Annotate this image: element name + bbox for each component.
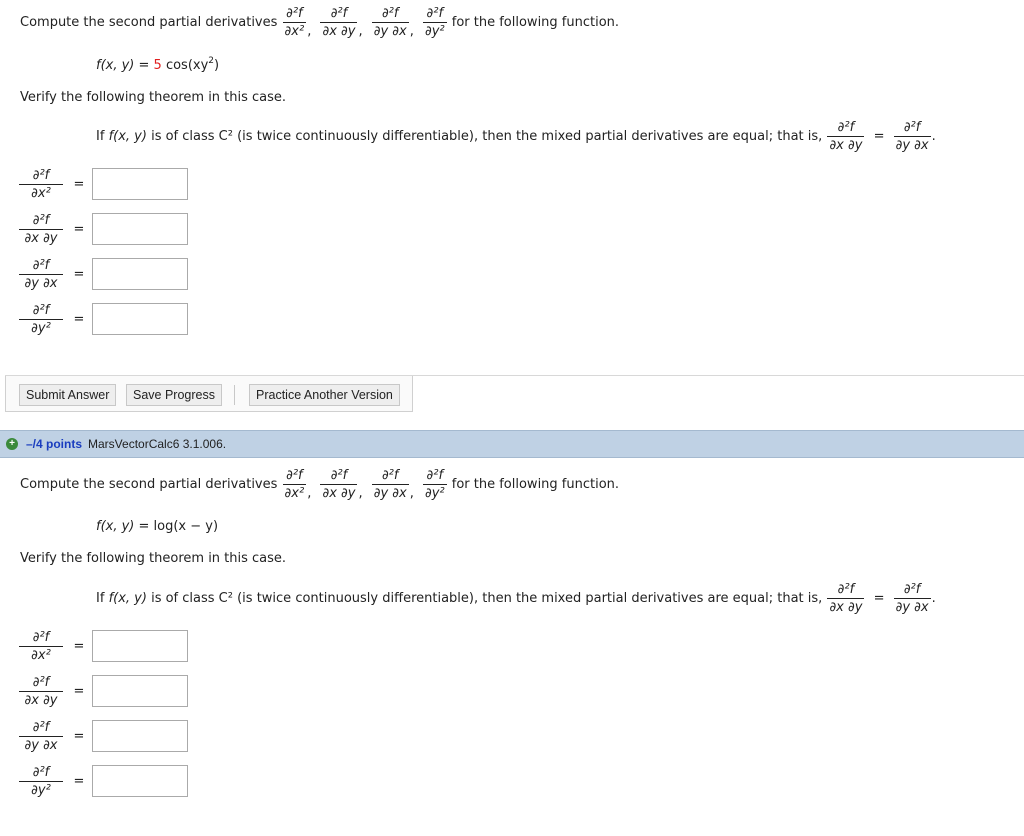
frac-fxy: $\frac{\text{∂²f}}{\partial x \partial y}$ <box>322 6 356 39</box>
answer-row-fyx: $\frac{\text{∂²f}}{\partial y \partial x}$ = <box>18 256 188 292</box>
question-header <box>0 430 1024 458</box>
submit-answer-button[interactable]: Submit Answer <box>19 384 116 406</box>
theorem-statement-2: If f(x, y) is of class C² (is twice continuously differentiable), then the mixed partial derivatives are equal; that is, $\frac{\text{∂²f}}{\partial x \partial y}$ = $\frac{\text{∂²f}}{\partial y \partial x}$ . <box>96 582 936 615</box>
answer-input-fxx[interactable] <box>92 168 188 200</box>
answer-input-fxy-2[interactable] <box>92 675 188 707</box>
button-group <box>5 376 413 412</box>
frac-fxx: $\frac{\text{∂²f}}{\text{∂x²}}$ <box>284 6 305 39</box>
answer-input-fyx[interactable] <box>92 258 188 290</box>
verify-text-2: Verify the following theorem in this case. <box>20 551 287 566</box>
answer-row-fyy: $\frac{\text{∂²f}}{\text{∂y²}}$ = <box>18 301 188 337</box>
answer-row-fxx-2: $\frac{\text{∂²f}}{\text{∂x²}}$ = <box>18 628 188 664</box>
problem-1-intro: Compute the second partial derivatives $\frac{\text{∂²f}}{\text{∂x²}}$ , $\frac{\text{∂²f}}{\partial x \partial y}$ , $\frac{\text{∂²f}}{\partial y \partial x}$ , $\frac{\text{∂²f}}{\text{∂y²}}$ for the following function. <box>20 6 620 39</box>
function-definition-2: f(x, y) = log(x − y) <box>96 519 219 534</box>
answer-row-fxx: $\frac{\text{∂²f}}{\text{∂x²}}$ = <box>18 166 188 202</box>
intro-suffix: for the following function. <box>451 15 620 30</box>
frac-fxy-theorem: $\frac{\text{∂²f}}{\partial x \partial y}$ <box>829 120 863 153</box>
verify-text: Verify the following theorem in this case. <box>20 90 287 105</box>
frac-fyx-theorem: $\frac{\text{∂²f}}{\partial y \partial x}$ <box>895 120 929 153</box>
answer-input-fyx-2[interactable] <box>92 720 188 752</box>
frac-fyy: $\frac{\text{∂²f}}{\text{∂y²}}$ <box>424 6 445 39</box>
divider <box>234 385 235 405</box>
theorem-statement: If f(x, y) is of class C² (is twice continuously differentiable), then the mixed partial derivatives are equal; that is, $\frac{\text{∂²f}}{\partial x \partial y}$ = $\frac{\text{∂²f}}{\partial y \partial x}$ . <box>96 120 936 153</box>
coefficient: 5 <box>153 58 162 73</box>
question-source: MarsVectorCalc6 3.1.006. <box>88 437 227 451</box>
answer-row-fxy-2: $\frac{\text{∂²f}}{\partial x \partial y}$ = <box>18 673 188 709</box>
answer-row-fxy: $\frac{\text{∂²f}}{\partial x \partial y}$ = <box>18 211 188 247</box>
answer-row-fyy-2: $\frac{\text{∂²f}}{\text{∂y²}}$ = <box>18 763 188 799</box>
practice-another-version-button[interactable]: Practice Another Version <box>249 384 400 406</box>
intro-prefix: Compute the second partial derivatives <box>20 15 278 30</box>
problem-2-intro: Compute the second partial derivatives $\frac{\text{∂²f}}{\text{∂x²}}$ , $\frac{\text{∂²f}}{\partial x \partial y}$ , $\frac{\text{∂²f}}{\partial y \partial x}$ , $\frac{\text{∂²f}}{\text{∂y²}}$ for the following function. <box>20 468 620 501</box>
answer-input-fyy[interactable] <box>92 303 188 335</box>
save-progress-button[interactable]: Save Progress <box>126 384 222 406</box>
answer-input-fxx-2[interactable] <box>92 630 188 662</box>
plus-icon[interactable]: + <box>6 438 18 450</box>
answer-row-fyx-2: $\frac{\text{∂²f}}{\partial y \partial x}$ = <box>18 718 188 754</box>
function-definition: f(x, y) = 5 $\cos(xy^2)$ <box>96 56 220 73</box>
answer-input-fyy-2[interactable] <box>92 765 188 797</box>
points-label: –/4 points <box>26 437 83 451</box>
frac-fyx: $\frac{\text{∂²f}}{\partial y \partial x}$ <box>373 6 407 39</box>
button-bar <box>5 375 1024 414</box>
answer-input-fxy[interactable] <box>92 213 188 245</box>
